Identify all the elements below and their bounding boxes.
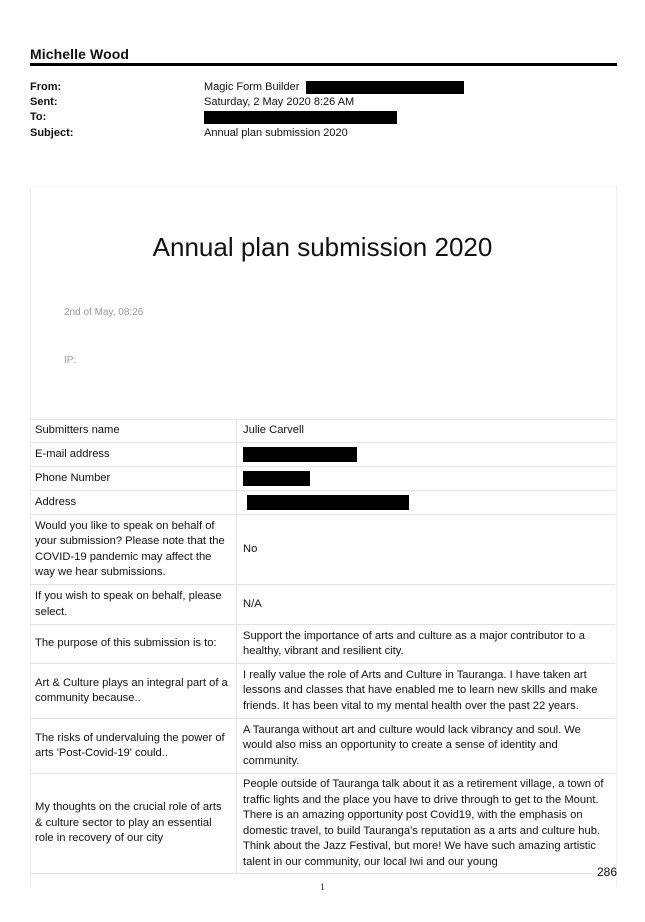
subject-label: Subject: — [30, 127, 74, 139]
redacted-from-email — [306, 81, 464, 94]
field-label: The purpose of this submission is to: — [30, 625, 237, 664]
to-value — [204, 110, 397, 125]
submission-date: 2nd of May, 08:26 — [64, 307, 144, 318]
document-number: 286 — [596, 865, 617, 879]
field-value: Support the importance of arts and culture as a major contributor to a healthy, vibrant and resilient city. — [237, 625, 616, 664]
redacted-to-email — [204, 111, 397, 124]
redacted-address — [247, 495, 409, 510]
field-value: A Tauranga without art and culture would lack vibrancy and soul. We would also miss an opportunity to create a sense of identity and community. — [237, 719, 616, 774]
field-label: Art & Culture plays an integral part of a community because.. — [30, 664, 237, 719]
field-value: People outside of Tauranga talk about it as a retirement village, a town of traffic lights and the place you have to drive through to get to the Mount. There is an amazing opportunity post Covid19, with the emphasis on domestic travel, to build Tauranga's reputation as a arts and culture hub. Think about the Jazz Festival, but more! We have such amazing artistic talent in our community, our local Iwi and our young — [237, 774, 616, 874]
field-value — [237, 491, 616, 515]
header-rule — [30, 63, 617, 66]
to-label: To: — [30, 111, 47, 123]
field-value — [237, 467, 616, 491]
table-row — [30, 719, 615, 774]
field-label: Phone Number — [30, 467, 237, 491]
field-label: E-mail address — [30, 443, 237, 467]
table-row — [30, 491, 615, 515]
table-row — [30, 467, 615, 491]
table-row — [30, 515, 615, 585]
field-label: Would you like to speak on behalf of your submission? Please note that the COVID-19 pandemic may affect the way we hear submissions. — [30, 515, 237, 585]
subject-value: Annual plan submission 2020 — [204, 127, 348, 139]
sent-label: Sent: — [30, 96, 58, 108]
field-label: Submitters name — [30, 420, 237, 443]
table-row — [30, 585, 615, 625]
form-title: Annual plan submission 2020 — [152, 232, 493, 262]
table-row — [30, 443, 615, 467]
field-value: I really value the role of Arts and Culture in Tauranga. I have taken art lessons and classes that have enabled me to learn new skills and make friends. It has been vital to my mental health over the past 22 years. — [237, 664, 616, 719]
submission-fields-table — [30, 419, 615, 874]
field-label: My thoughts on the crucial role of arts & culture sector to play an essential role in recovery of our city — [30, 774, 237, 874]
ip-label: IP: — [64, 355, 77, 366]
page-number: 1 — [320, 882, 325, 892]
author-name: Michelle Wood — [30, 46, 130, 62]
table-row — [30, 625, 615, 664]
table-row — [30, 420, 615, 443]
redacted-email — [243, 447, 357, 462]
table-row — [30, 774, 615, 874]
sent-value: Saturday, 2 May 2020 8:26 AM — [204, 96, 355, 108]
field-value: N/A — [237, 585, 616, 625]
field-value — [237, 443, 616, 467]
field-label: If you wish to speak on behalf, please select. — [30, 585, 237, 625]
from-label: From: — [30, 81, 62, 93]
field-value: Julie Carvell — [237, 420, 616, 443]
table-row — [30, 664, 615, 719]
field-label: Address — [30, 491, 237, 515]
redacted-phone — [243, 471, 310, 486]
field-value: No — [237, 515, 616, 585]
from-sender: Magic Form Builder — [204, 81, 300, 93]
field-label: The risks of undervaluing the power of arts 'Post-Covid-19' could.. — [30, 719, 237, 774]
from-value — [204, 80, 464, 95]
